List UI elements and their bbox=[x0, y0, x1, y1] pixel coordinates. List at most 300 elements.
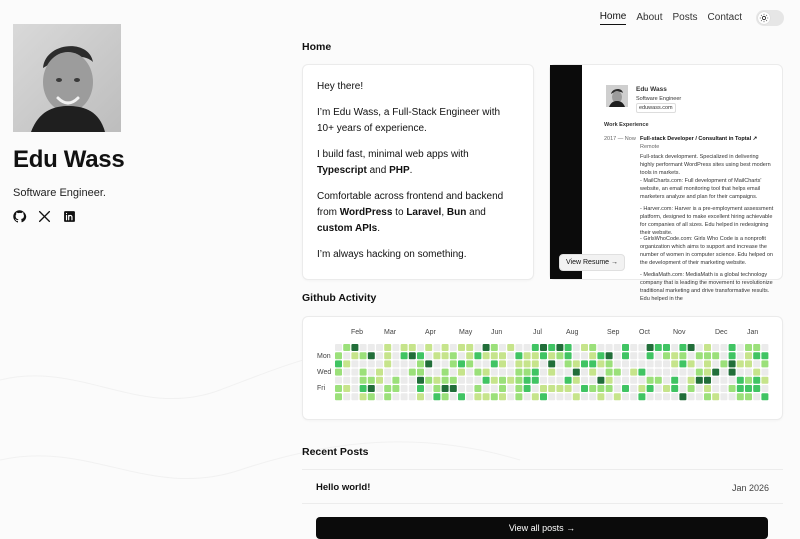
contribution-cell bbox=[589, 360, 596, 367]
contribution-cell bbox=[515, 360, 522, 367]
contribution-cell bbox=[565, 393, 572, 400]
contribution-cell bbox=[696, 369, 703, 376]
contribution-cell bbox=[466, 385, 473, 392]
contribution-cell bbox=[343, 393, 350, 400]
contribution-cell bbox=[499, 393, 506, 400]
nav-about[interactable]: About bbox=[636, 11, 663, 23]
contribution-cell bbox=[720, 385, 727, 392]
contribution-cell bbox=[761, 393, 768, 400]
x-link[interactable] bbox=[38, 210, 51, 223]
contribution-cell bbox=[384, 369, 391, 376]
contribution-cell bbox=[351, 369, 358, 376]
contribution-cell bbox=[351, 352, 358, 359]
contribution-cell bbox=[614, 352, 621, 359]
contribution-cell bbox=[474, 393, 481, 400]
intro-p4-mid2: and bbox=[466, 207, 486, 218]
contribution-cell bbox=[696, 377, 703, 384]
contribution-cell bbox=[368, 393, 375, 400]
contribution-cell bbox=[360, 369, 367, 376]
contribution-cell bbox=[647, 352, 654, 359]
linkedin-icon bbox=[63, 210, 76, 223]
contribution-cell bbox=[540, 369, 547, 376]
contribution-cell bbox=[524, 377, 531, 384]
resume-line-4: - GirlsWhoCode.com: Girls Who Code is a nonprofit organization which aims to support and increase the number of women in computer science. Edu helped on the development of their marketing website. bbox=[640, 236, 773, 266]
intro-p3-php: PHP bbox=[389, 165, 410, 176]
contribution-cell bbox=[450, 369, 457, 376]
contribution-cell bbox=[360, 377, 367, 384]
contribution-cell bbox=[524, 385, 531, 392]
contribution-cell bbox=[474, 385, 481, 392]
contribution-cell bbox=[507, 377, 514, 384]
contribution-cell bbox=[483, 393, 490, 400]
contribution-cell bbox=[442, 369, 449, 376]
contribution-cell bbox=[712, 385, 719, 392]
contribution-cell bbox=[532, 352, 539, 359]
contribution-cell bbox=[663, 360, 670, 367]
resume-left-bar bbox=[550, 65, 582, 279]
contribution-cell bbox=[671, 344, 678, 351]
contribution-cell bbox=[622, 344, 629, 351]
contribution-cell bbox=[663, 393, 670, 400]
contribution-cell bbox=[622, 360, 629, 367]
nav-contact[interactable]: Contact bbox=[707, 11, 742, 23]
contribution-cell bbox=[351, 344, 358, 351]
contribution-cell bbox=[507, 393, 514, 400]
contribution-cell bbox=[745, 393, 752, 400]
contribution-cell bbox=[442, 360, 449, 367]
post-date: Jan 2026 bbox=[732, 483, 770, 493]
contribution-cell bbox=[360, 360, 367, 367]
contribution-cell bbox=[720, 369, 727, 376]
posts-divider-top bbox=[302, 469, 783, 470]
resume-line-5: - MediaMath.com: MediaMath is a global technology company that is leading the movement to revolutionize traditional marketing and drive transformative results. Edu helped in the bbox=[640, 272, 773, 302]
resume-line-2: - MailCharts.com: Full development of MailCharts' website, an email monitoring tool that helps email marketers analyze and plan for their campaigns. bbox=[640, 178, 762, 200]
contribution-cell bbox=[663, 385, 670, 392]
contribution-cell bbox=[647, 344, 654, 351]
contribution-cell bbox=[532, 344, 539, 351]
contribution-cell bbox=[401, 352, 408, 359]
avatar bbox=[13, 24, 121, 132]
contribution-cell bbox=[499, 344, 506, 351]
contribution-cell bbox=[368, 369, 375, 376]
contribution-cell bbox=[556, 352, 563, 359]
contribution-cell bbox=[524, 360, 531, 367]
contribution-cell bbox=[548, 377, 555, 384]
contribution-cell bbox=[433, 393, 440, 400]
contribution-cell bbox=[409, 393, 416, 400]
contribution-cell bbox=[712, 377, 719, 384]
contribution-cell bbox=[450, 344, 457, 351]
contribution-cell bbox=[515, 393, 522, 400]
contribution-cell bbox=[688, 360, 695, 367]
contribution-cell bbox=[409, 360, 416, 367]
contribution-cell bbox=[392, 385, 399, 392]
contribution-cell bbox=[679, 360, 686, 367]
intro-paragraph-1: Hey there! bbox=[317, 81, 364, 92]
resume-preview-card[interactable] bbox=[549, 64, 783, 302]
resume-page bbox=[594, 73, 774, 302]
contribution-cell bbox=[491, 393, 498, 400]
contribution-cell bbox=[483, 352, 490, 359]
contribution-cell bbox=[351, 377, 358, 384]
contribution-cell bbox=[491, 352, 498, 359]
contribution-cell bbox=[392, 344, 399, 351]
month-label: Dec bbox=[715, 329, 728, 336]
contribution-cell bbox=[761, 360, 768, 367]
intro-p4-mid1: to bbox=[392, 207, 407, 218]
intro-p4-prefix: Comfortable across frontend and backend from bbox=[317, 191, 504, 218]
contribution-cell bbox=[384, 377, 391, 384]
contribution-cell bbox=[581, 344, 588, 351]
intro-p3-typescript: Typescript bbox=[317, 165, 367, 176]
contribution-cell bbox=[688, 352, 695, 359]
contribution-cell bbox=[499, 377, 506, 384]
intro-p4-laravel: Laravel bbox=[406, 207, 442, 218]
contribution-cell bbox=[450, 352, 457, 359]
contribution-cell bbox=[589, 385, 596, 392]
contribution-cell bbox=[671, 360, 678, 367]
contribution-cell bbox=[491, 377, 498, 384]
contribution-cell bbox=[384, 344, 391, 351]
contribution-cell bbox=[622, 377, 629, 384]
contribution-cell bbox=[647, 360, 654, 367]
contribution-cell bbox=[515, 377, 522, 384]
intro-p3-mid: and bbox=[366, 165, 390, 176]
contribution-cell bbox=[581, 369, 588, 376]
contribution-cell bbox=[614, 385, 621, 392]
contribution-cell bbox=[688, 385, 695, 392]
view-resume-button[interactable]: View Resume → bbox=[559, 254, 625, 271]
intro-p3-prefix: I build fast, minimal web apps with bbox=[317, 149, 469, 160]
contribution-cell bbox=[704, 344, 711, 351]
contribution-cell bbox=[696, 393, 703, 400]
contribution-cell bbox=[433, 385, 440, 392]
nav-home[interactable]: Home bbox=[600, 11, 627, 25]
contribution-cell bbox=[425, 360, 432, 367]
contribution-cell bbox=[647, 385, 654, 392]
post-title[interactable]: Hello world! bbox=[316, 482, 371, 493]
posts-divider-bottom bbox=[302, 503, 783, 504]
contribution-cell bbox=[753, 344, 760, 351]
contribution-cell bbox=[458, 385, 465, 392]
contribution-cell bbox=[491, 385, 498, 392]
contribution-cell bbox=[417, 369, 424, 376]
resume-avatar bbox=[606, 85, 628, 107]
github-link[interactable] bbox=[13, 210, 26, 223]
contribution-cell bbox=[737, 344, 744, 351]
contribution-cell bbox=[483, 377, 490, 384]
contribution-cell bbox=[368, 385, 375, 392]
contribution-cell bbox=[335, 393, 342, 400]
intro-p4-custom-apis: custom APIs bbox=[317, 223, 378, 234]
contribution-cell bbox=[565, 385, 572, 392]
contribution-cell bbox=[335, 369, 342, 376]
contribution-cell bbox=[401, 385, 408, 392]
contribution-cell bbox=[573, 377, 580, 384]
contribution-cell bbox=[753, 352, 760, 359]
social-links bbox=[13, 210, 76, 223]
resume-range: 2017 — Now bbox=[604, 136, 636, 142]
contribution-cell bbox=[540, 352, 547, 359]
contribution-cell bbox=[376, 377, 383, 384]
contribution-cell bbox=[335, 385, 342, 392]
contribution-cell bbox=[532, 385, 539, 392]
contribution-cell bbox=[729, 393, 736, 400]
month-label: Apr bbox=[425, 329, 436, 336]
contribution-cell bbox=[753, 393, 760, 400]
contribution-cell bbox=[540, 385, 547, 392]
contribution-cell bbox=[663, 352, 670, 359]
contribution-cell bbox=[671, 393, 678, 400]
contribution-cell bbox=[433, 344, 440, 351]
contribution-cell bbox=[606, 352, 613, 359]
contribution-cell bbox=[589, 369, 596, 376]
contribution-cell bbox=[720, 393, 727, 400]
month-label: Aug bbox=[566, 329, 579, 336]
contribution-cell bbox=[450, 377, 457, 384]
contribution-cell bbox=[729, 344, 736, 351]
month-label: Feb bbox=[351, 329, 364, 336]
contribution-cell bbox=[556, 393, 563, 400]
contribution-cell bbox=[466, 377, 473, 384]
contribution-cell bbox=[704, 369, 711, 376]
resume-section: Work Experience bbox=[604, 122, 649, 128]
contribution-cell bbox=[466, 344, 473, 351]
contribution-cell bbox=[630, 377, 637, 384]
contribution-cell bbox=[589, 377, 596, 384]
contribution-cell bbox=[532, 360, 539, 367]
contribution-cell bbox=[442, 393, 449, 400]
github-months bbox=[337, 329, 777, 339]
contribution-cell bbox=[548, 385, 555, 392]
contribution-cell bbox=[753, 360, 760, 367]
contribution-cell bbox=[548, 360, 555, 367]
contribution-cell bbox=[688, 393, 695, 400]
contribution-cell bbox=[704, 393, 711, 400]
contribution-cell bbox=[401, 360, 408, 367]
theme-toggle[interactable] bbox=[756, 10, 784, 26]
intro-paragraph-2: I’m Edu Wass, a Full-Stack Engineer with 10+ years of experience. bbox=[317, 107, 501, 134]
contribution-cell bbox=[392, 369, 399, 376]
contribution-cell bbox=[433, 377, 440, 384]
contribution-cell bbox=[688, 369, 695, 376]
contribution-cell bbox=[548, 393, 555, 400]
contribution-cell bbox=[573, 344, 580, 351]
contribution-cell bbox=[425, 385, 432, 392]
resume-name: Edu Wass bbox=[636, 86, 667, 93]
contribution-cell bbox=[565, 344, 572, 351]
nav-posts[interactable]: Posts bbox=[672, 11, 698, 23]
contribution-cell bbox=[589, 352, 596, 359]
contribution-cell bbox=[581, 352, 588, 359]
contribution-cell bbox=[392, 377, 399, 384]
top-navigation bbox=[600, 10, 784, 26]
contribution-cell bbox=[556, 377, 563, 384]
contribution-cell bbox=[704, 385, 711, 392]
contribution-cell bbox=[679, 344, 686, 351]
contribution-cell bbox=[409, 385, 416, 392]
contribution-cell bbox=[753, 369, 760, 376]
contribution-cell bbox=[515, 369, 522, 376]
contribution-cell bbox=[655, 385, 662, 392]
contribution-cell bbox=[532, 377, 539, 384]
contribution-cell bbox=[524, 393, 531, 400]
contribution-cell bbox=[474, 377, 481, 384]
contribution-cell bbox=[466, 393, 473, 400]
contribution-cell bbox=[638, 377, 645, 384]
contribution-cell bbox=[417, 360, 424, 367]
contribution-cell bbox=[409, 377, 416, 384]
contribution-cell bbox=[368, 344, 375, 351]
contribution-cell bbox=[745, 352, 752, 359]
resume-job-title: Full-stack Developer / Consultant in Toptal ↗ bbox=[640, 136, 758, 142]
contribution-cell bbox=[401, 393, 408, 400]
contribution-cell bbox=[483, 360, 490, 367]
contribution-cell bbox=[655, 393, 662, 400]
contribution-cell bbox=[761, 385, 768, 392]
contribution-cell bbox=[450, 385, 457, 392]
contribution-cell bbox=[507, 369, 514, 376]
contribution-cell bbox=[474, 344, 481, 351]
contribution-cell bbox=[597, 369, 604, 376]
contribution-cell bbox=[540, 393, 547, 400]
contribution-cell bbox=[638, 352, 645, 359]
contribution-cell bbox=[753, 385, 760, 392]
contribution-cell bbox=[737, 352, 744, 359]
contribution-cell bbox=[606, 377, 613, 384]
contribution-cell bbox=[630, 385, 637, 392]
contribution-cell bbox=[712, 360, 719, 367]
contribution-cell bbox=[491, 344, 498, 351]
contribution-cell bbox=[729, 352, 736, 359]
contribution-cell bbox=[720, 344, 727, 351]
contribution-cell bbox=[540, 377, 547, 384]
contribution-cell bbox=[622, 385, 629, 392]
contribution-cell bbox=[606, 385, 613, 392]
contribution-cell bbox=[630, 352, 637, 359]
contribution-cell bbox=[474, 369, 481, 376]
contribution-cell bbox=[556, 344, 563, 351]
contribution-cell bbox=[729, 385, 736, 392]
contribution-cell bbox=[679, 352, 686, 359]
contribution-cell bbox=[606, 393, 613, 400]
contribution-cell bbox=[720, 352, 727, 359]
contribution-cell bbox=[384, 360, 391, 367]
contribution-cell bbox=[614, 393, 621, 400]
contribution-cell bbox=[343, 352, 350, 359]
contribution-cell bbox=[696, 360, 703, 367]
contribution-cell bbox=[376, 352, 383, 359]
contribution-cell bbox=[548, 352, 555, 359]
contribution-cell bbox=[647, 393, 654, 400]
contribution-cell bbox=[409, 344, 416, 351]
contribution-cell bbox=[573, 369, 580, 376]
day-label: Wed bbox=[317, 369, 332, 376]
contribution-cell bbox=[360, 385, 367, 392]
contribution-cell bbox=[556, 369, 563, 376]
contribution-cell bbox=[483, 344, 490, 351]
contribution-cell bbox=[483, 385, 490, 392]
contribution-cell bbox=[524, 344, 531, 351]
contribution-cell bbox=[729, 377, 736, 384]
contribution-cell bbox=[491, 369, 498, 376]
contribution-cell bbox=[483, 369, 490, 376]
contribution-cell bbox=[425, 344, 432, 351]
contribution-cell bbox=[376, 393, 383, 400]
contribution-cell bbox=[417, 352, 424, 359]
contribution-cell bbox=[417, 385, 424, 392]
contribution-cell bbox=[688, 377, 695, 384]
contribution-cell bbox=[433, 352, 440, 359]
contribution-cell bbox=[671, 377, 678, 384]
contribution-cell bbox=[425, 369, 432, 376]
contribution-cell bbox=[647, 377, 654, 384]
view-all-posts-button[interactable]: View all posts → bbox=[316, 517, 768, 539]
contribution-cell bbox=[614, 369, 621, 376]
contribution-cell bbox=[565, 360, 572, 367]
contribution-cell bbox=[663, 377, 670, 384]
contribution-cell bbox=[581, 360, 588, 367]
home-title: Home bbox=[302, 41, 332, 53]
contribution-cell bbox=[458, 344, 465, 351]
contribution-cell bbox=[630, 344, 637, 351]
contribution-cell bbox=[597, 393, 604, 400]
contribution-cell bbox=[417, 393, 424, 400]
contribution-cell bbox=[442, 344, 449, 351]
contribution-cell bbox=[524, 369, 531, 376]
contribution-cell bbox=[540, 360, 547, 367]
contribution-cell bbox=[630, 393, 637, 400]
profile-role: Software Engineer. bbox=[13, 187, 106, 199]
contribution-cell bbox=[450, 393, 457, 400]
contribution-cell bbox=[507, 385, 514, 392]
contribution-cell bbox=[425, 352, 432, 359]
contribution-cell bbox=[745, 377, 752, 384]
contribution-cell bbox=[614, 360, 621, 367]
contribution-cell bbox=[679, 393, 686, 400]
contribution-cell bbox=[368, 360, 375, 367]
contribution-cell bbox=[597, 385, 604, 392]
github-icon bbox=[13, 210, 26, 223]
contribution-cell bbox=[679, 385, 686, 392]
resume-role: Software Engineer bbox=[636, 96, 682, 102]
contribution-cell bbox=[409, 352, 416, 359]
contribution-cell bbox=[466, 360, 473, 367]
contribution-cell bbox=[499, 360, 506, 367]
resume-line-1: Full-stack development. Specialized in delivering highly performant WordPress sites using best modern tools in markets. bbox=[640, 154, 771, 176]
contribution-cell bbox=[499, 352, 506, 359]
contribution-cell bbox=[392, 360, 399, 367]
contribution-cell bbox=[597, 344, 604, 351]
contribution-cell bbox=[704, 360, 711, 367]
contribution-cell bbox=[663, 369, 670, 376]
contribution-cell bbox=[343, 377, 350, 384]
contribution-cell bbox=[401, 344, 408, 351]
contribution-cell bbox=[597, 360, 604, 367]
contribution-cell bbox=[556, 385, 563, 392]
contribution-cell bbox=[351, 360, 358, 367]
contribution-cell bbox=[384, 385, 391, 392]
contribution-cell bbox=[737, 393, 744, 400]
contribution-cell bbox=[442, 377, 449, 384]
contribution-cell bbox=[696, 352, 703, 359]
linkedin-link[interactable] bbox=[63, 210, 76, 223]
contribution-cell bbox=[466, 369, 473, 376]
contribution-cell bbox=[565, 352, 572, 359]
contribution-cell bbox=[761, 377, 768, 384]
contribution-cell bbox=[630, 360, 637, 367]
contribution-cell bbox=[368, 377, 375, 384]
